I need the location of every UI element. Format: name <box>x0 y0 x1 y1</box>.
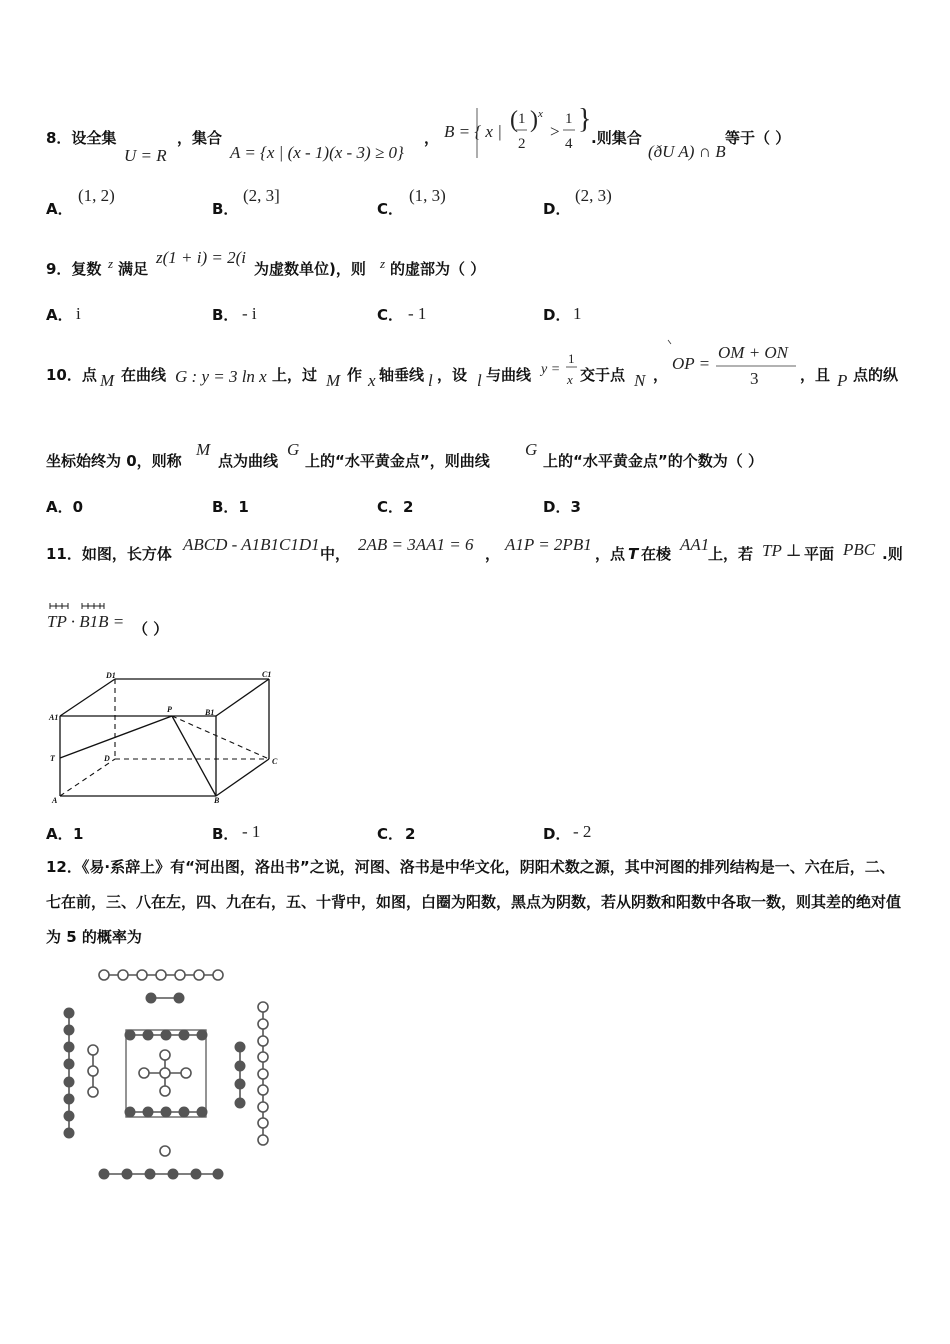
q9-z-2: z <box>380 256 386 271</box>
q8-frac-den: 2 <box>518 136 526 152</box>
label-b: B <box>214 796 220 805</box>
q10-text-4: 轴垂线 <box>379 366 425 384</box>
q8-option-a-label: A． <box>46 200 73 218</box>
q8-text: ，集合 <box>177 129 223 147</box>
label-c: C <box>272 757 278 766</box>
q8-option-c-value: (1, 3) <box>409 186 446 205</box>
q8-set-b-left: B = { x | <box>444 122 502 141</box>
q11-text-2: ， <box>485 545 501 563</box>
q9-option-d-label: D． <box>543 306 571 324</box>
label-t: T <box>50 754 55 763</box>
q10-x: x <box>368 371 376 390</box>
q8-tail: 等于（ ） <box>725 129 791 147</box>
q10-l: l <box>428 371 433 390</box>
q8-option-c-label: C． <box>377 200 404 218</box>
label-p: P <box>167 705 172 714</box>
q11-text-5: 上，若 <box>708 545 754 563</box>
q10-option-c: C．2 <box>377 498 414 516</box>
q12-text: 12．《易·系辞上》有“河出图，洛出书”之说，河图、洛书是中华文化，阴阳术数之源，其中河图的排列结构是一、六在后，二、七在前，三、八在左，四、九在右，五、十背中，如图，白圈为阳数，黑点为阴数，若从阴数和阳数中各取一数，则其差的绝对值为 5 的概率为 <box>46 858 902 946</box>
q10-option-a: A．0 <box>46 498 84 516</box>
q9-option-b-value: - i <box>242 304 257 323</box>
q8-rhs-den: 4 <box>565 136 573 152</box>
q11-edge: AA1 <box>680 535 710 554</box>
q9-option-b-label: B． <box>212 306 239 324</box>
q10-text-7: 交于点 <box>580 366 626 384</box>
q11-text-1: 中， <box>320 545 351 563</box>
q10-option-d: D．3 <box>543 498 581 516</box>
q10-m: M <box>100 371 115 390</box>
q10-line2-a: 坐标始终为 0，则称 <box>46 452 182 470</box>
label-d1: D1 <box>106 671 116 680</box>
q10-text-2: 上，过 <box>272 366 318 384</box>
q8-text-2: .则集合 <box>591 129 642 147</box>
q10-op: OP = <box>672 354 711 373</box>
q8-exponent: x <box>538 108 543 120</box>
q10-text-8: ， <box>653 366 669 384</box>
q10-y-den: x <box>567 372 573 387</box>
label-a: A <box>52 796 58 805</box>
q10-l-2: l <box>477 371 482 390</box>
q8-gt: > <box>550 122 560 141</box>
q10-y-num: 1 <box>568 351 575 366</box>
q10-line2-b: 点为曲线 <box>218 452 279 470</box>
q10-text-5: ，设 <box>437 366 468 384</box>
q8-option-d-label: D． <box>543 200 571 218</box>
q11-text-6: 平面 <box>804 545 835 563</box>
q8-option-d-value: (2, 3) <box>575 186 612 205</box>
q11-text-7: .则 <box>882 545 903 563</box>
q11-option-d-label: D． <box>543 825 571 843</box>
q10-option-b: B．1 <box>212 498 249 516</box>
q10-text-1: 在曲线 <box>121 366 167 384</box>
q11-option-c-label: C． <box>377 825 404 843</box>
q10-line2-d: 上的“水平黄金点”的个数为（ ） <box>543 452 763 470</box>
q11-dot-expression: TP · B1B = <box>47 612 125 631</box>
q10-m-3: M <box>196 440 211 459</box>
q11-text-3: ，点 <box>595 545 626 563</box>
q11-option-b-label: B． <box>212 825 239 843</box>
q10-text-9: ，且 <box>800 366 831 384</box>
q8-frac-num: 1 <box>518 111 526 127</box>
q8-option-a-value: (1, 2) <box>78 186 115 205</box>
q8-option-b-label: B． <box>212 200 239 218</box>
q10-g-2: G <box>525 440 538 459</box>
q9-equation: z(1 + i) = 2(i <box>156 248 246 267</box>
q8-set-a: A = {x | (x - 1)(x - 3) ≥ 0} <box>230 143 404 162</box>
q9-text: 满足 <box>118 260 149 278</box>
q8-number: 8．设全集 <box>46 129 117 147</box>
q9-option-a-value: i <box>76 304 81 323</box>
q9-option-a-label: A． <box>46 306 73 324</box>
label-a1: A1 <box>49 713 59 722</box>
q10-text-3: 作 <box>347 366 363 384</box>
q11-condition-1: 2AB = 3AA1 = 6 <box>358 535 474 554</box>
q11-option-d-value: - 2 <box>573 822 592 841</box>
q10-p: P <box>837 371 848 390</box>
q11-text-8: （ ） <box>133 620 169 638</box>
q10-curve: G : y = 3 ln x <box>175 367 267 386</box>
q10-text-6: 与曲线 <box>486 366 532 384</box>
q8-rbrace: } <box>578 104 592 135</box>
q10-y-eq: y = <box>541 362 561 377</box>
q9-option-c-label: C． <box>377 306 404 324</box>
q11-option-b-value: - 1 <box>242 822 261 841</box>
label-b1: B1 <box>205 708 215 717</box>
q10-line2-c: 上的“水平黄金点”，则曲线 <box>305 452 490 470</box>
q11-number: 11．如图，长方体 <box>46 545 172 563</box>
q11-option-a-value: 1 <box>73 825 84 843</box>
q9-option-d-value: 1 <box>573 304 582 323</box>
q11-solid: ABCD - A1B1C1D1 <box>183 535 320 554</box>
q10-op-num: OM + ON <box>718 343 789 362</box>
label-d: D <box>104 754 110 763</box>
q11-perp: TP ⊥ <box>762 541 802 560</box>
q10-number: 10．点 <box>46 366 97 384</box>
q11-t: T <box>628 545 639 563</box>
q10-m-2: M <box>326 371 341 390</box>
q8-rhs-num: 1 <box>565 111 573 127</box>
q8-expression: (ðU A) ∩ B <box>648 142 726 161</box>
q10-text-10: 点的纵 <box>853 366 899 384</box>
q8-universal-set: U = R <box>124 146 167 165</box>
q11-plane: PBC <box>843 540 876 559</box>
q10-op-den: 3 <box>750 369 759 388</box>
q9-z: z <box>108 256 114 271</box>
q9-option-c-value: - 1 <box>408 304 427 323</box>
q9-tail: 的虚部为（ ） <box>390 260 486 278</box>
label-c1: C1 <box>262 670 272 679</box>
q11-condition-2: A1P = 2PB1 <box>505 535 592 554</box>
q11-text-4: 在棱 <box>641 545 672 563</box>
q10-g: G <box>287 440 300 459</box>
q11-option-a-label: A． <box>46 825 73 843</box>
q11-option-c-value: 2 <box>405 825 416 843</box>
q8-option-b-value: (2, 3] <box>243 186 280 205</box>
q8-comma: ， <box>424 129 440 147</box>
q10-n: N <box>634 371 646 390</box>
q9-number: 9．复数 <box>46 260 102 278</box>
q9-text-2: 为虚数单位)，则 <box>254 260 366 278</box>
